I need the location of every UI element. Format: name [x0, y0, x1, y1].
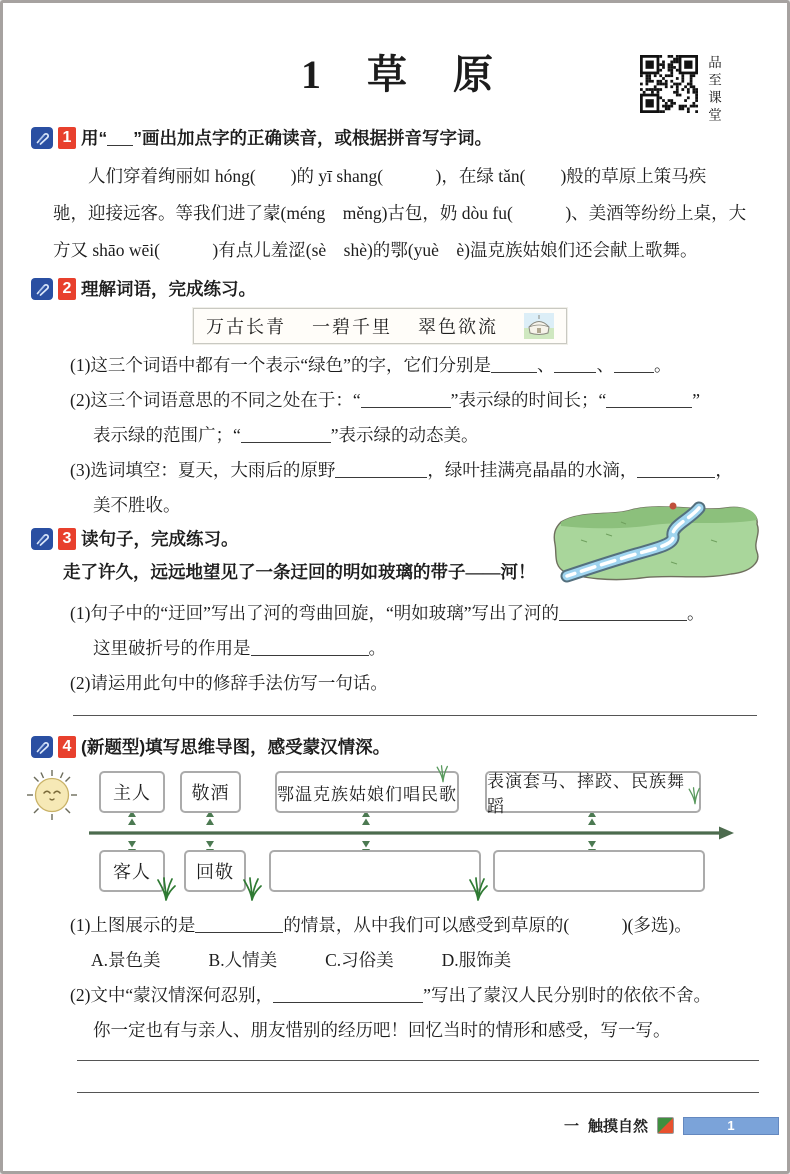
question-line: 你一定也有与亲人、朋友惜别的经历吧！回忆当时的情形和感受，写一写。	[93, 1020, 671, 1040]
answer-line[interactable]	[77, 1060, 759, 1061]
question-line: 这里破折号的作用是 。	[93, 638, 386, 658]
answer-line[interactable]	[73, 715, 757, 716]
page-footer	[564, 1115, 779, 1136]
paperclip-icon	[31, 127, 53, 149]
option-a[interactable]: A.景色美	[91, 950, 161, 970]
qr-block	[640, 55, 723, 125]
exercise1-header	[31, 125, 759, 151]
map-box-bottom: 回敬	[184, 850, 246, 892]
qr-code	[640, 55, 698, 113]
river-illustration	[551, 500, 763, 586]
question-line: (2)请运用此句中的修辞手法仿写一句话。	[70, 673, 388, 693]
example-sentence: 走了许久，远远地望见了一条迂回的明如玻璃的带子——河！	[63, 562, 536, 582]
choice-options	[53, 943, 759, 978]
question-line: (1)上图展示的是 的情景，从中我们可以感受到草原的( )(多选)。	[70, 915, 692, 935]
passage-line: 驰，迎接远客。等我们进了蒙 •(méng měng)古包，奶 dòu fu( )、美酒等纷纷上桌，大	[53, 195, 759, 232]
unit-number: 一	[563, 1118, 579, 1135]
exercise3-title: 读句子，完成练习。	[81, 529, 239, 549]
grass-icon	[435, 763, 451, 783]
exercise4-number: 4	[58, 736, 76, 758]
paperclip-icon	[31, 528, 53, 550]
exercise1-title: 用“ ”画出加点字的正确读音，或根据拼音写字词。	[81, 128, 492, 148]
exercise4-items	[53, 908, 759, 1048]
qr-caption: 品至课堂	[706, 55, 721, 125]
mind-map	[3, 763, 787, 908]
exercise2-items	[53, 348, 759, 523]
page-title: 1 草 原	[301, 52, 511, 97]
option-d[interactable]: D.服饰美	[441, 950, 512, 970]
page-number-badge: 1	[683, 1117, 779, 1135]
word-bank-item: 一碧千里	[312, 317, 392, 337]
yurt-icon	[524, 313, 554, 339]
map-box-top: 鄂温克族姑娘们唱民歌	[275, 771, 459, 813]
passage-line: 方又 shāo wēi( )有点儿羞涩 •(sè shè)的鄂 •(yuè è)温克族姑娘们还会献上歌舞。	[53, 232, 759, 269]
question-line: 美不胜收。	[93, 495, 181, 515]
exercise1-number: 1	[58, 127, 76, 149]
map-box-bottom-empty[interactable]	[269, 850, 481, 892]
map-box-bottom-empty[interactable]	[493, 850, 705, 892]
paperclip-icon	[31, 278, 53, 300]
map-box-top: 主人	[99, 771, 165, 813]
sun-icon	[25, 768, 79, 822]
unit-title: 触摸自然	[587, 1118, 648, 1135]
option-b[interactable]: B.人情美	[208, 950, 278, 970]
question-line: (2)这三个词语意思的不同之处在于：“ ”表示绿的时间长；“ ”	[70, 390, 700, 410]
exercise4-header	[31, 734, 759, 760]
map-box-top: 表演套马、摔跤、民族舞蹈	[485, 771, 701, 813]
question-line: (1)句子中的“迂回”写出了河的弯曲回旋，“明如玻璃”写出了河的 。	[70, 603, 705, 623]
exercise1-passage	[53, 158, 759, 269]
map-box-bottom: 客人	[99, 850, 165, 892]
option-c[interactable]: C.习俗美	[325, 950, 394, 970]
exercise2-header	[31, 276, 759, 302]
word-bank-item: 翠色欲流	[418, 317, 498, 337]
exercise2-number: 2	[58, 278, 76, 300]
exercise2-title: 理解词语，完成练习。	[81, 279, 256, 299]
grass-icon	[241, 875, 263, 901]
grass-icon	[467, 875, 489, 901]
grass-icon	[155, 875, 177, 901]
paperclip-icon	[31, 736, 53, 758]
question-line: 表示绿的范围广；“ ”表示绿的动态美。	[93, 425, 479, 445]
grass-icon	[687, 785, 703, 805]
map-box-top: 敬酒	[180, 771, 241, 813]
question-line: (3)选词填空：夏天，大雨后的原野 ，绿叶挂满亮晶晶的水滴， ，	[70, 460, 733, 480]
word-bank-item: 万古长青	[206, 317, 286, 337]
answer-line[interactable]	[77, 1092, 759, 1093]
question-line: (2)文中“蒙汉情深何忍别， ”写出了蒙汉人民分别时的依依不舍。	[70, 985, 711, 1005]
question-line: (1)这三个词语中都有一个表示“绿色”的字，它们分别是 、 、 。	[70, 355, 672, 375]
exercise3-items	[53, 596, 759, 701]
passage-line: 人们穿着绚丽如 hóng( )的 yī shang( )，在绿 tǎn( )般的草原上策马疾	[53, 166, 707, 186]
exercise4-title: (新题型)填写思维导图，感受蒙汉情深。	[81, 737, 391, 757]
unit-color-icon	[657, 1117, 674, 1134]
exercise3-number: 3	[58, 528, 76, 550]
word-bank-box	[193, 308, 567, 344]
